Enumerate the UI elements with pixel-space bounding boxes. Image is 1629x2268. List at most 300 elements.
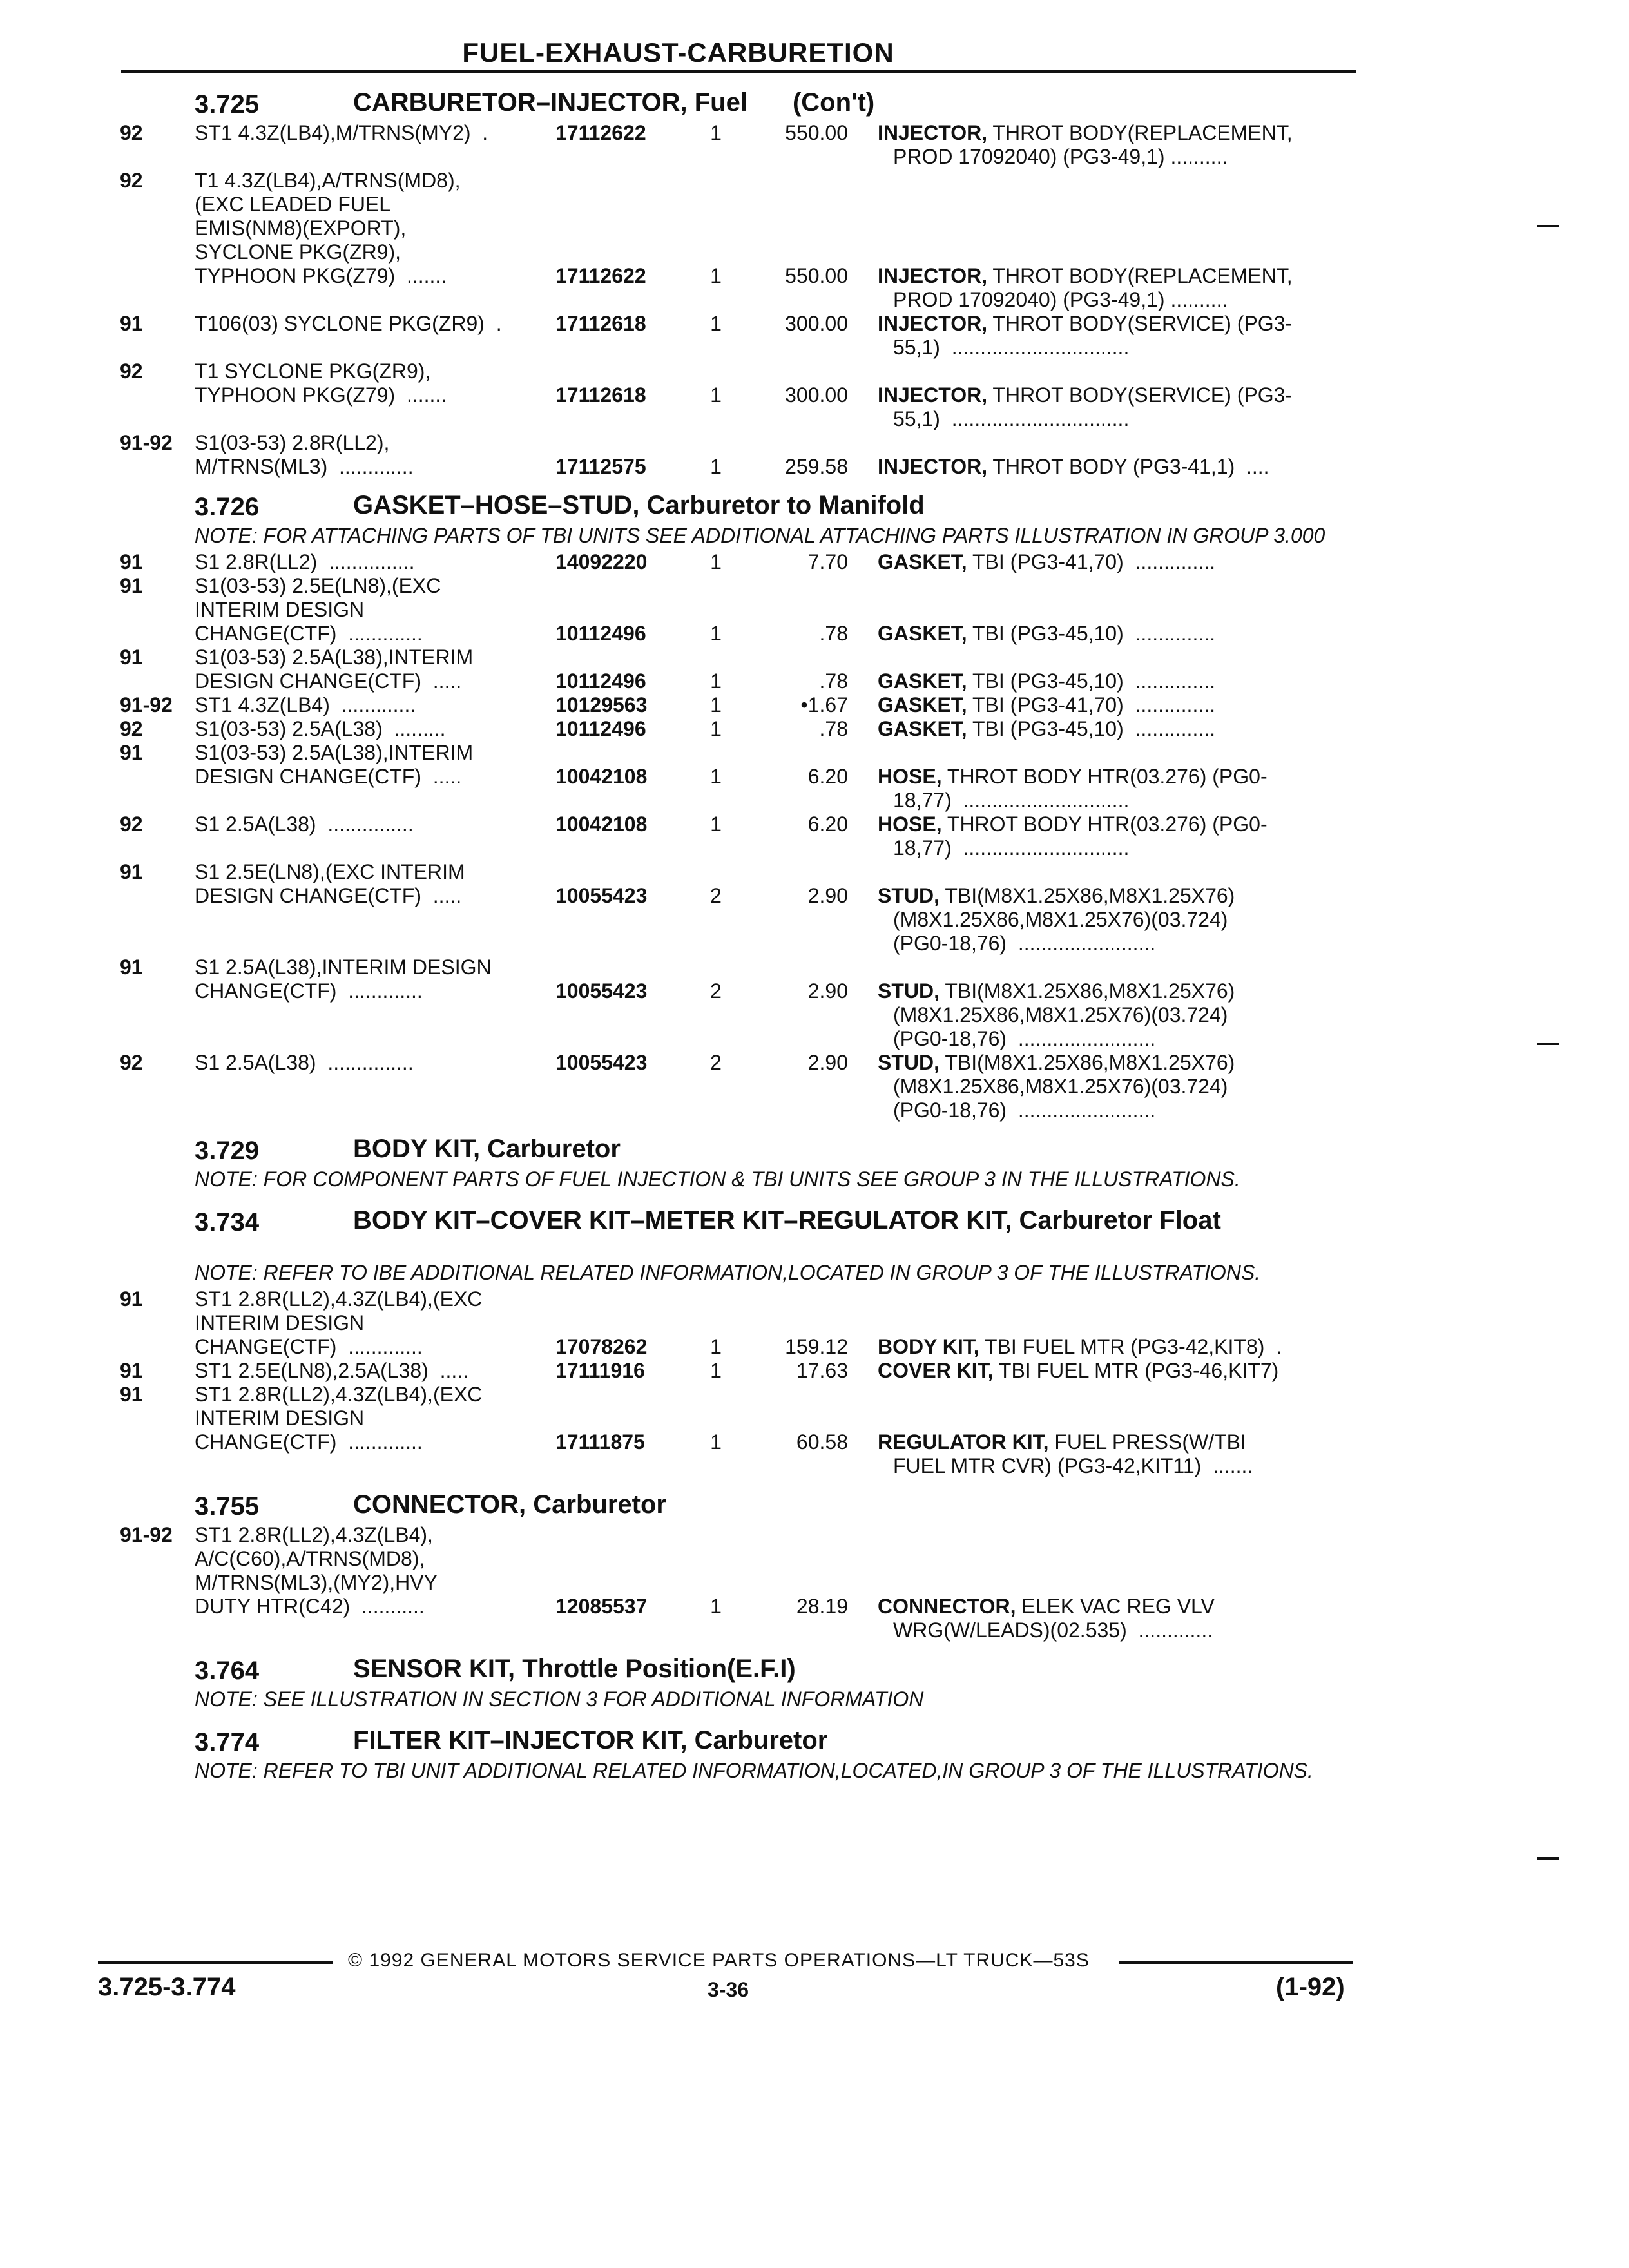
application: [195, 360, 549, 407]
section-title: GASKET–HOSE–STUD, Carburetor to Manifold: [353, 491, 925, 519]
price: 2.90: [807, 884, 848, 907]
description-keyword: GASKET,: [878, 693, 967, 716]
section-title: CARBURETOR–INJECTOR, Fuel: [353, 88, 747, 117]
application: [195, 1523, 549, 1619]
description-line: [878, 1359, 1356, 1383]
description-text: 18,77) .............................: [893, 836, 1130, 860]
model-year: 92: [120, 717, 143, 740]
part-number: 17078262: [555, 1335, 648, 1358]
quantity: 1: [710, 812, 722, 836]
application: [195, 717, 549, 741]
section-title-block: [353, 1657, 1320, 1681]
part-number: 17112622: [555, 264, 646, 287]
application-line: DESIGN CHANGE(CTF) .....: [195, 765, 462, 788]
model-year: 92: [120, 169, 143, 192]
quantity: 1: [710, 1335, 722, 1358]
description-line: [878, 455, 1356, 479]
application: [195, 812, 549, 836]
row-padding: [0, 407, 1629, 431]
model-year: 91: [120, 312, 143, 335]
part-row: [0, 121, 1629, 169]
description-text: TBI (PG3-45,10) ..............: [967, 622, 1215, 645]
section-title: SENSOR KIT, Throttle Position(E.F.I): [353, 1655, 796, 1683]
price: •1.67: [800, 693, 848, 716]
description-line: [878, 1430, 1356, 1454]
description: [878, 1359, 1356, 1383]
part-row: [0, 550, 1629, 574]
section-note: NOTE: FOR ATTACHING PARTS OF TBI UNITS SEE ADDITIONAL ATTACHING PARTS ILLUSTRATION IN GROUP 3.000: [195, 524, 1325, 547]
model-year: 91: [120, 574, 143, 597]
quantity: 1: [710, 1359, 722, 1382]
description: [878, 1430, 1356, 1478]
section-heading: [0, 1487, 1629, 1523]
catalog-section: [0, 1723, 1629, 1791]
application-line: S1 2.5E(LN8),(EXC INTERIM: [195, 860, 465, 883]
description-keyword: BODY KIT,: [878, 1335, 979, 1358]
description: [878, 812, 1356, 860]
catalog-section: [0, 1131, 1629, 1199]
model-year: 92: [120, 812, 143, 836]
section-number: 3.734: [195, 1208, 260, 1236]
catalog-section: [0, 1651, 1629, 1719]
row-padding: [0, 145, 1629, 169]
description-keyword: HOSE,: [878, 765, 942, 788]
application-line: ST1 2.5E(LN8),2.5A(L38) .....: [195, 1359, 469, 1382]
part-row: [0, 693, 1629, 717]
application: [195, 693, 549, 717]
section-spacer: [0, 1194, 1629, 1199]
section-number: 3.755: [195, 1492, 260, 1521]
description-text: THROT BODY HTR(03.276) (PG0-: [941, 812, 1268, 836]
description-keyword: GASKET,: [878, 550, 967, 573]
description: [878, 669, 1356, 693]
application: [195, 121, 549, 145]
description-line: [878, 979, 1356, 1003]
description-keyword: STUD,: [878, 884, 940, 907]
section-number: 3.774: [195, 1728, 260, 1756]
section-title: CONNECTOR, Carburetor: [353, 1490, 666, 1519]
description: [878, 455, 1356, 479]
description: [878, 312, 1356, 360]
description-line: [878, 669, 1356, 693]
part-row: [0, 1383, 1629, 1478]
quantity: 1: [710, 693, 722, 716]
part-number: 10112496: [555, 622, 646, 645]
part-number: 17111875: [555, 1430, 645, 1454]
quantity: 2: [710, 979, 722, 1003]
model-year: 91: [120, 550, 143, 573]
description-keyword: INJECTOR,: [878, 383, 988, 407]
part-row: [0, 1523, 1629, 1642]
part-number: 10055423: [555, 979, 648, 1003]
description-line: [878, 836, 1356, 860]
description-line: [878, 932, 1356, 956]
application: [195, 646, 549, 693]
quantity: 1: [710, 622, 722, 645]
section-note: NOTE: SEE ILLUSTRATION IN SECTION 3 FOR ADDITIONAL INFORMATION: [195, 1687, 924, 1711]
application-line: TYPHOON PKG(Z79) .......: [195, 264, 447, 287]
price: 300.00: [785, 312, 848, 335]
description-text: TBI(M8X1.25X86,M8X1.25X76): [940, 1051, 1235, 1074]
description-line: [878, 550, 1356, 574]
model-year: 91-92: [120, 431, 173, 454]
description-text: THROT BODY (PG3-41,1) ....: [987, 455, 1269, 478]
application-line: DESIGN CHANGE(CTF) .....: [195, 884, 462, 907]
section-title-block: [353, 90, 1320, 115]
application: [195, 312, 549, 336]
quantity: 2: [710, 1051, 722, 1074]
parts-catalog-body: [0, 81, 1629, 1791]
row-padding: [0, 1454, 1629, 1478]
description-text: TBI FUEL MTR (PG3-46,KIT7): [993, 1359, 1279, 1382]
section-spacer: [0, 1785, 1629, 1791]
description-text: FUEL PRESS(W/TBI: [1048, 1430, 1246, 1454]
description-line: [878, 264, 1356, 288]
part-row: [0, 169, 1629, 312]
application-line: M/TRNS(ML3),(MY2),HVY: [195, 1571, 438, 1594]
description: [878, 884, 1356, 956]
price: .78: [819, 717, 848, 740]
footer-rule-right: [1119, 1961, 1353, 1964]
application-line: M/TRNS(ML3) .............: [195, 455, 414, 478]
quantity: 1: [710, 264, 722, 287]
section-heading: [0, 1203, 1629, 1261]
description-keyword: STUD,: [878, 979, 940, 1003]
application: [195, 574, 549, 646]
section-number: 3.725: [195, 90, 260, 119]
section-title-block: [353, 1137, 1320, 1161]
model-year: 91: [120, 646, 143, 669]
application-line: S1 2.5A(L38),INTERIM DESIGN: [195, 956, 492, 979]
description-text: TBI (PG3-41,70) ..............: [967, 550, 1215, 573]
description-line: [878, 717, 1356, 741]
application-line: S1 2.5A(L38) ...............: [195, 812, 414, 836]
model-year: 91: [120, 741, 143, 764]
application-line: INTERIM DESIGN: [195, 1311, 365, 1334]
application-line: T1 4.3Z(LB4),A/TRNS(MD8),: [195, 169, 461, 192]
description-line: [878, 312, 1356, 336]
part-row: [0, 1051, 1629, 1122]
section-note: NOTE: FOR COMPONENT PARTS OF FUEL INJECTION & TBI UNITS SEE GROUP 3 IN THE ILLUSTRATIONS.: [195, 1168, 1240, 1191]
section-title-block: [353, 1208, 1320, 1233]
row-padding: [0, 908, 1629, 956]
application-line: S1(03-53) 2.8R(LL2),: [195, 431, 390, 454]
price: 28.19: [796, 1595, 848, 1618]
price: .78: [819, 669, 848, 693]
part-row: [0, 312, 1629, 360]
price: .78: [819, 622, 848, 645]
application-line: INTERIM DESIGN: [195, 1407, 365, 1430]
description-text: (M8X1.25X86,M8X1.25X76)(03.724): [893, 1003, 1228, 1026]
section-number: 3.726: [195, 493, 260, 521]
description: [878, 383, 1356, 431]
description-keyword: GASKET,: [878, 622, 967, 645]
application-line: ST1 2.8R(LL2),4.3Z(LB4),(EXC: [195, 1287, 483, 1311]
section-spacer: [0, 1642, 1629, 1648]
description-line: [878, 1027, 1356, 1051]
application-line: DESIGN CHANGE(CTF) .....: [195, 669, 462, 693]
description-line: [878, 765, 1356, 789]
part-row: [0, 1359, 1629, 1383]
model-year: 91: [120, 1359, 143, 1382]
quantity: 1: [710, 669, 722, 693]
catalog-section: [0, 1203, 1629, 1483]
description-line: [878, 1075, 1356, 1099]
application-line: CHANGE(CTF) .............: [195, 622, 423, 645]
application-line: S1(03-53) 2.5A(L38) .........: [195, 717, 446, 740]
description-keyword: INJECTOR,: [878, 455, 988, 478]
application-line: A/C(C60),A/TRNS(MD8),: [195, 1547, 425, 1570]
section-note: NOTE: REFER TO TBI UNIT ADDITIONAL RELATED INFORMATION,LOCATED,IN GROUP 3 OF THE ILLUSTRATIONS.: [195, 1759, 1313, 1782]
part-number: 10129563: [555, 693, 648, 716]
footer-date: (1-92): [1276, 1973, 1345, 2001]
part-row: [0, 1287, 1629, 1359]
description-text: (M8X1.25X86,M8X1.25X76)(03.724): [893, 908, 1228, 931]
price: 6.20: [807, 812, 848, 836]
application-line: CHANGE(CTF) .............: [195, 979, 423, 1003]
description-text: THROT BODY(SERVICE) (PG3-: [987, 312, 1293, 335]
part-row: [0, 860, 1629, 956]
part-number: 12085537: [555, 1595, 648, 1618]
price: 2.90: [807, 1051, 848, 1074]
part-row: [0, 431, 1629, 479]
price: 550.00: [785, 121, 848, 144]
section-heading: [0, 1131, 1629, 1168]
part-row: [0, 360, 1629, 431]
description-keyword: CONNECTOR,: [878, 1595, 1016, 1618]
model-year: 92: [120, 1051, 143, 1074]
application-line: CHANGE(CTF) .............: [195, 1430, 423, 1454]
description-text: TBI (PG3-45,10) ..............: [967, 669, 1215, 693]
description: [878, 1335, 1356, 1359]
model-year: 91: [120, 1287, 143, 1311]
description-text: WRG(W/LEADS)(02.535) .............: [893, 1619, 1213, 1642]
section-title: FILTER KIT–INJECTOR KIT, Carburetor: [353, 1726, 828, 1754]
application-line: EMIS(NM8)(EXPORT),: [195, 216, 407, 240]
price: 159.12: [785, 1335, 848, 1358]
section-spacer: [0, 1714, 1629, 1719]
part-number: 17112618: [555, 312, 646, 335]
description-line: [878, 145, 1356, 169]
catalog-section: [0, 1487, 1629, 1648]
part-number: 17112618: [555, 383, 646, 407]
application-line: S1(03-53) 2.5A(L38),INTERIM: [195, 646, 474, 669]
application-line: (EXC LEADED FUEL: [195, 193, 391, 216]
price: 2.90: [807, 979, 848, 1003]
application-line: ST1 4.3Z(LB4) .............: [195, 693, 416, 716]
application: [195, 956, 549, 1003]
description-line: [878, 789, 1356, 812]
model-year: 91-92: [120, 1523, 173, 1546]
description-keyword: REGULATOR KIT,: [878, 1430, 1049, 1454]
row-padding: [0, 1075, 1629, 1122]
quantity: 1: [710, 1430, 722, 1454]
margin-mark: [1537, 1043, 1559, 1045]
description: [878, 121, 1356, 169]
section-heading: [0, 1723, 1629, 1759]
part-number: 10042108: [555, 765, 648, 788]
description-line: [878, 1335, 1356, 1359]
description-keyword: HOSE,: [878, 812, 942, 836]
description: [878, 1595, 1356, 1642]
part-row: [0, 812, 1629, 860]
part-number: 17112575: [555, 455, 646, 478]
description-text: 55,1) ...............................: [893, 336, 1130, 359]
quantity: 1: [710, 1595, 722, 1618]
description-text: TBI (PG3-41,70) ..............: [967, 693, 1215, 716]
part-number: 14092220: [555, 550, 648, 573]
section-spacer: [0, 1122, 1629, 1128]
part-number: 10042108: [555, 812, 648, 836]
description-line: [878, 908, 1356, 932]
description-text: TBI(M8X1.25X86,M8X1.25X76): [940, 979, 1235, 1003]
description: [878, 550, 1356, 574]
application-line: ST1 2.8R(LL2),4.3Z(LB4),(EXC: [195, 1383, 483, 1406]
section-number: 3.729: [195, 1137, 260, 1165]
section-title: BODY KIT, Carburetor: [353, 1135, 621, 1163]
description: [878, 622, 1356, 646]
row-padding: [0, 789, 1629, 812]
quantity: 1: [710, 717, 722, 740]
description-text: ELEK VAC REG VLV: [1016, 1595, 1215, 1618]
model-year: 91: [120, 860, 143, 883]
description-keyword: INJECTOR,: [878, 312, 988, 335]
section-number: 3.764: [195, 1657, 260, 1685]
description: [878, 1051, 1356, 1122]
application: [195, 169, 549, 288]
application-line: DUTY HTR(C42) ...........: [195, 1595, 425, 1618]
application: [195, 1051, 549, 1075]
margin-mark: [1537, 1857, 1559, 1860]
application-line: ST1 4.3Z(LB4),M/TRNS(MY2) .: [195, 121, 488, 144]
application-line: CHANGE(CTF) .............: [195, 1335, 423, 1358]
description-text: FUEL MTR CVR) (PG3-42,KIT11) .......: [893, 1454, 1253, 1477]
application-line: S1 2.5A(L38) ...............: [195, 1051, 414, 1074]
part-number: 10055423: [555, 884, 648, 907]
price: 60.58: [796, 1430, 848, 1454]
application-line: T106(03) SYCLONE PKG(ZR9) .: [195, 312, 502, 335]
application-line: INTERIM DESIGN: [195, 598, 365, 621]
description: [878, 765, 1356, 812]
section-title-block: [353, 493, 1320, 517]
application: [195, 1359, 549, 1383]
footer-rule-left: [98, 1961, 333, 1964]
row-padding: [0, 336, 1629, 360]
description-text: TBI (PG3-45,10) ..............: [967, 717, 1215, 740]
application-line: T1 SYCLONE PKG(ZR9),: [195, 360, 431, 383]
description-line: [878, 884, 1356, 908]
part-number: 17111916: [555, 1359, 645, 1382]
header-rule: [121, 70, 1356, 73]
description: [878, 693, 1356, 717]
part-row: [0, 646, 1629, 693]
description-text: (PG0-18,76) ........................: [893, 932, 1156, 955]
application: [195, 550, 549, 574]
description-keyword: GASKET,: [878, 669, 967, 693]
model-year: 92: [120, 360, 143, 383]
section-spacer: [0, 1478, 1629, 1483]
description-line: [878, 1051, 1356, 1075]
description-text: (PG0-18,76) ........................: [893, 1027, 1156, 1050]
quantity: 2: [710, 884, 722, 907]
description-line: [878, 121, 1356, 145]
description-keyword: INJECTOR,: [878, 264, 988, 287]
catalog-section: [0, 85, 1629, 484]
description-line: [878, 693, 1356, 717]
model-year: 91: [120, 1383, 143, 1406]
section-title-block: [353, 1728, 1320, 1753]
price: 550.00: [785, 264, 848, 287]
description: [878, 979, 1356, 1051]
description-line: [878, 1595, 1356, 1619]
description-line: [878, 407, 1356, 431]
catalog-section: [0, 488, 1629, 1128]
description-text: 18,77) .............................: [893, 789, 1130, 812]
description-text: (M8X1.25X86,M8X1.25X76)(03.724): [893, 1075, 1228, 1098]
description-text: THROT BODY(REPLACEMENT,: [987, 121, 1293, 144]
description-line: [878, 383, 1356, 407]
application: [195, 1383, 549, 1454]
part-number: 10112496: [555, 717, 646, 740]
price: 17.63: [796, 1359, 848, 1382]
description-text: PROD 17092040) (PG3-49,1) ..........: [893, 288, 1228, 311]
footer-page-number: 3-36: [708, 1978, 749, 2001]
description-text: THROT BODY HTR(03.276) (PG0-: [941, 765, 1268, 788]
application: [195, 431, 549, 479]
description-text: TBI FUEL MTR (PG3-42,KIT8) .: [979, 1335, 1282, 1358]
page-header: FUEL-EXHAUST-CARBURETION: [462, 37, 894, 68]
margin-mark: [1537, 225, 1559, 227]
part-row: [0, 717, 1629, 741]
description-line: [878, 336, 1356, 360]
section-heading: [0, 488, 1629, 524]
description-text: (PG0-18,76) ........................: [893, 1099, 1156, 1122]
description-text: THROT BODY(REPLACEMENT,: [987, 264, 1293, 287]
price: 6.20: [807, 765, 848, 788]
part-row: [0, 956, 1629, 1051]
section-spacer: [0, 479, 1629, 484]
description-keyword: INJECTOR,: [878, 121, 988, 144]
application-line: SYCLONE PKG(ZR9),: [195, 240, 401, 264]
price: 7.70: [807, 550, 848, 573]
part-number: 10112496: [555, 669, 646, 693]
description-text: PROD 17092040) (PG3-49,1) ..........: [893, 145, 1228, 168]
price: 259.58: [785, 455, 848, 478]
footer-range: 3.725-3.774: [98, 1973, 236, 2001]
application-line: S1(03-53) 2.5E(LN8),(EXC: [195, 574, 441, 597]
application-line: TYPHOON PKG(Z79) .......: [195, 383, 447, 407]
description-line: [878, 622, 1356, 646]
application-line: S1(03-53) 2.5A(L38),INTERIM: [195, 741, 474, 764]
quantity: 1: [710, 455, 722, 478]
description-text: 55,1) ...............................: [893, 407, 1130, 430]
description-line: [878, 288, 1356, 312]
description-keyword: COVER KIT,: [878, 1359, 994, 1382]
quantity: 1: [710, 121, 722, 144]
application-line: ST1 2.8R(LL2),4.3Z(LB4),: [195, 1523, 433, 1546]
section-title-block: [353, 1492, 1320, 1517]
description-line: [878, 1099, 1356, 1122]
application: [195, 1287, 549, 1359]
description: [878, 264, 1356, 312]
description-line: [878, 1003, 1356, 1027]
part-number: 17112622: [555, 121, 646, 144]
row-padding: [0, 1619, 1629, 1642]
row-padding: [0, 288, 1629, 312]
model-year: 91-92: [120, 693, 173, 716]
application-line: S1 2.8R(LL2) ...............: [195, 550, 415, 573]
section-title: BODY KIT–COVER KIT–METER KIT–REGULATOR KIT, Carburetor Float: [353, 1206, 1221, 1235]
